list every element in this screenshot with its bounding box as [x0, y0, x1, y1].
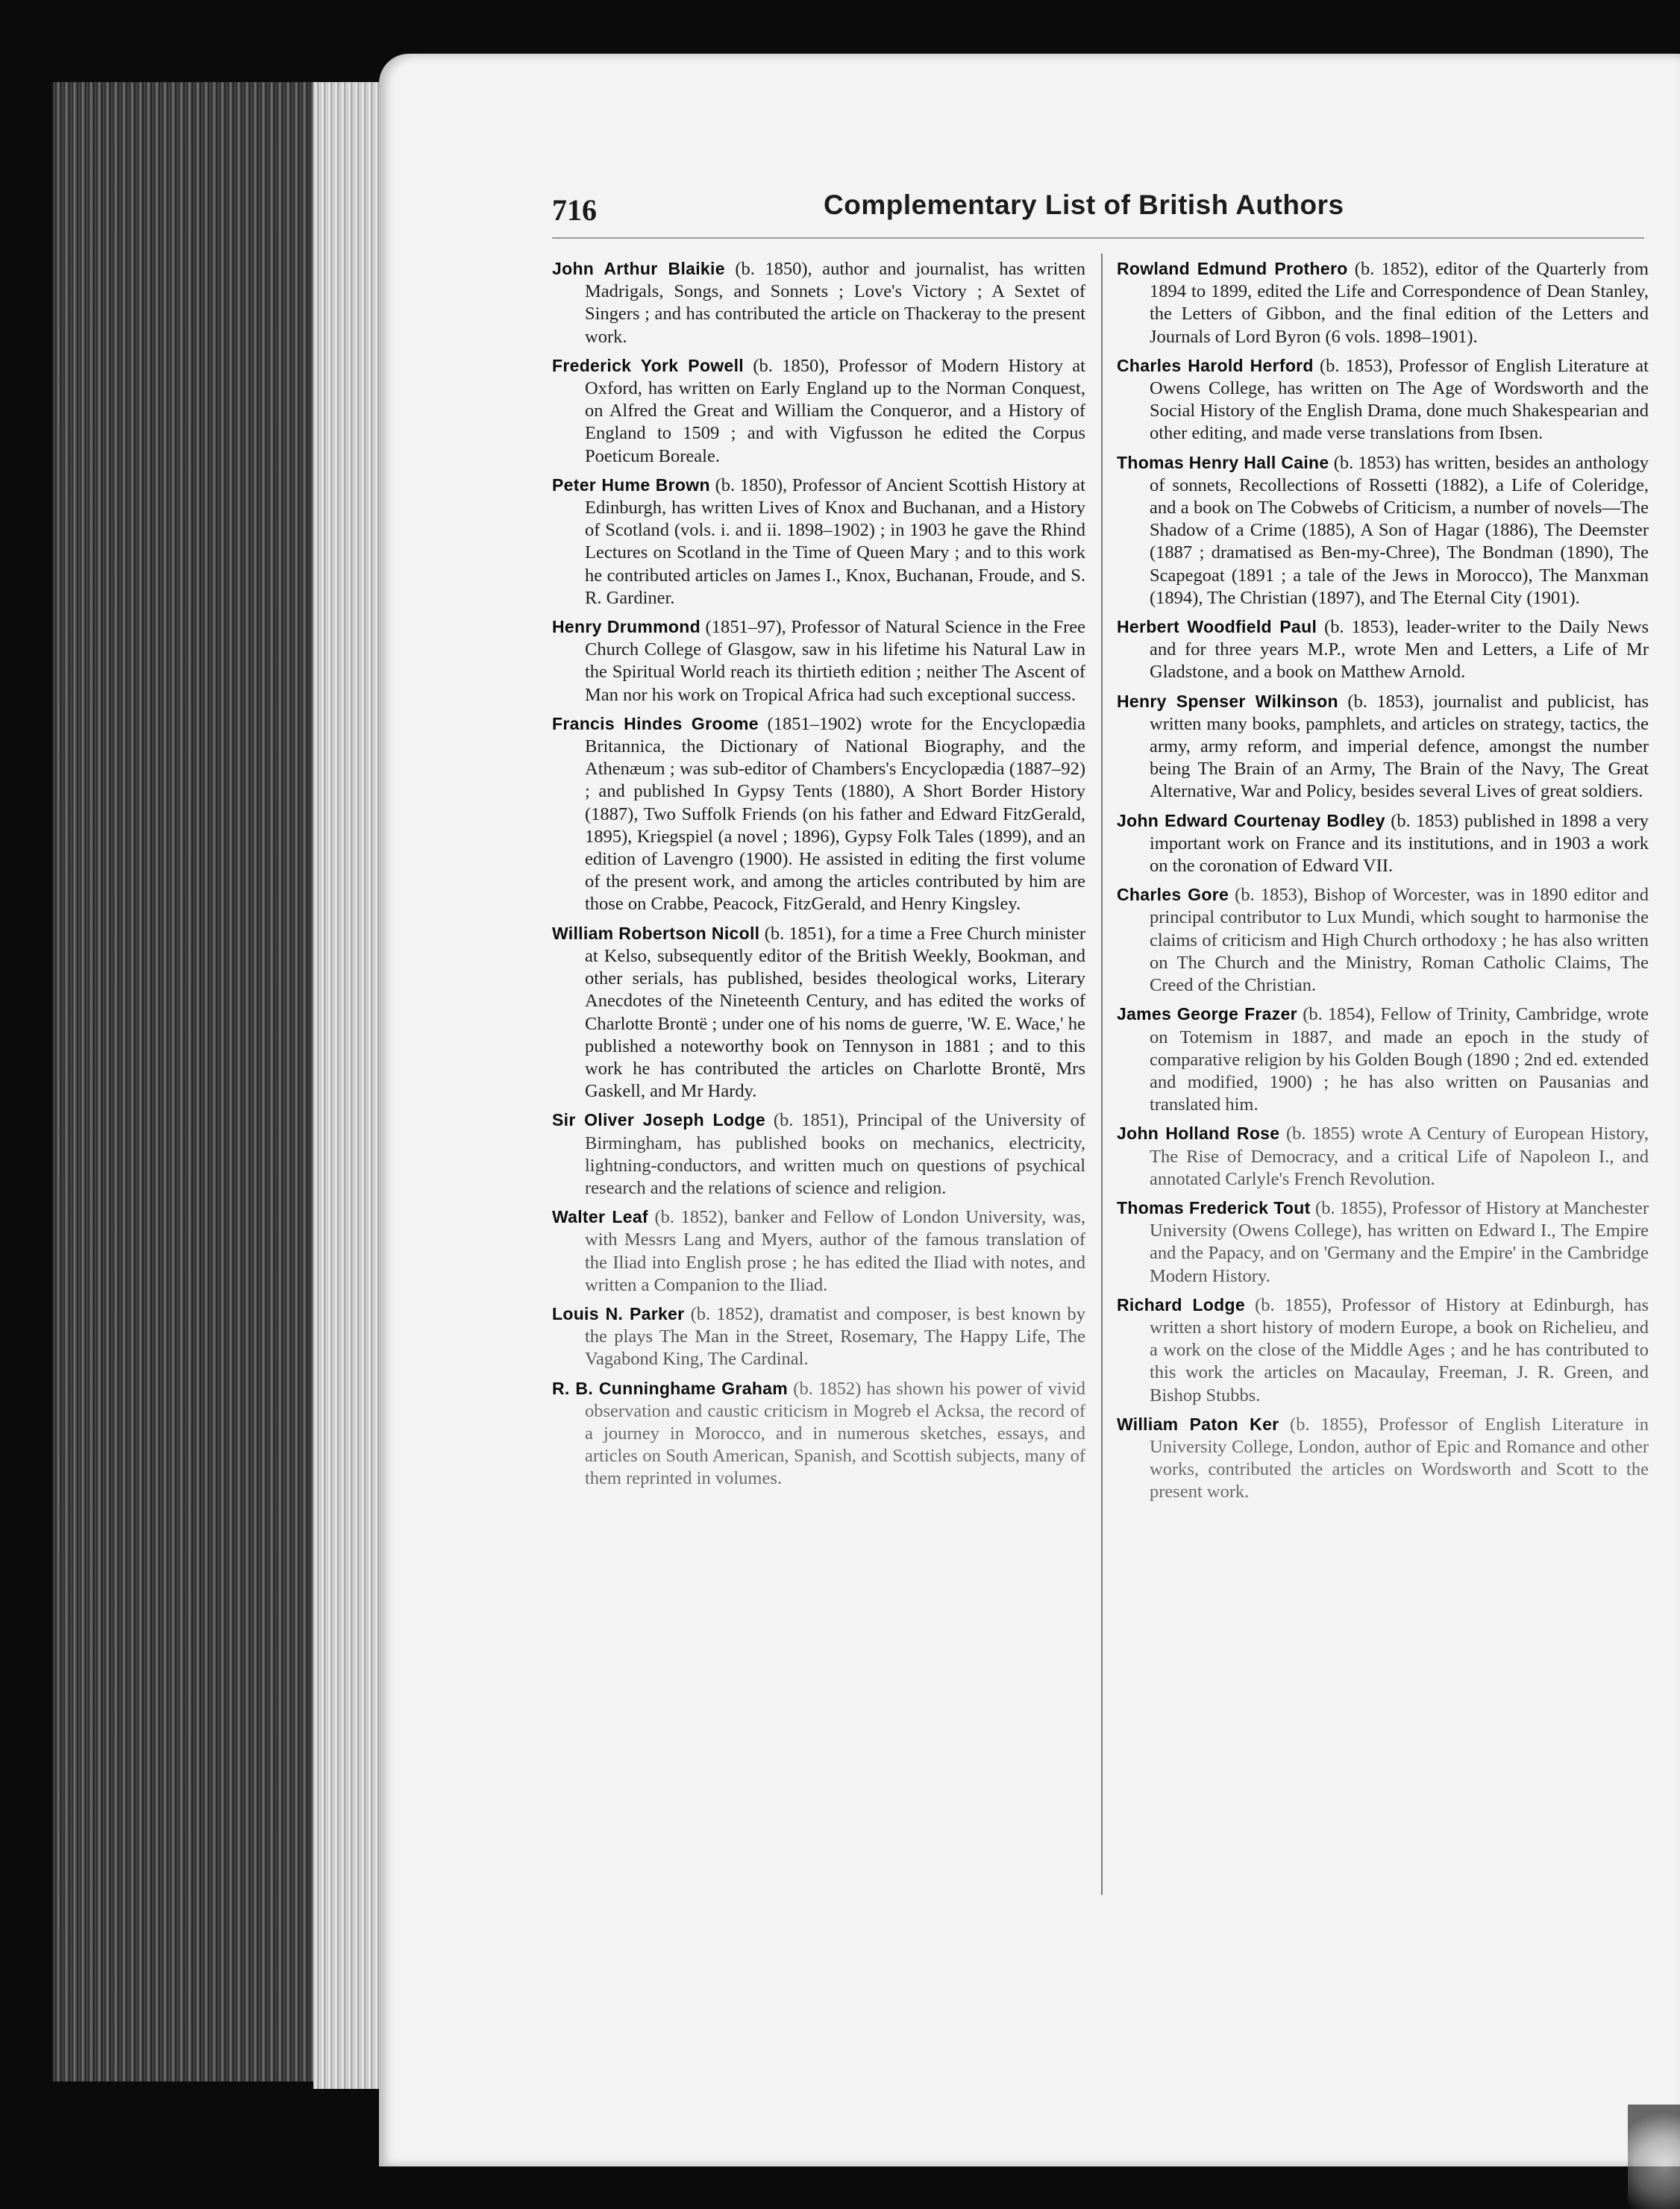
author-entry	[552, 257, 1085, 348]
author-entry	[1117, 1003, 1649, 1116]
author-description: (b. 1855) wrote A Century of European History, The Rise of Democracy, and a critical Life of Napoleon I., and annotated Carlyle's French Revolution.	[1150, 1124, 1649, 1189]
author-name: Peter Hume Brown	[552, 474, 710, 495]
author-description: (b. 1853) published in 1898 a very important work on France and its institutions, and in 1903 a work on the coronation of Edward VII.	[1150, 810, 1649, 877]
author-entry	[1117, 615, 1649, 684]
author-entry	[1117, 1413, 1649, 1504]
author-description: (b. 1850), author and journalist, has written Madrigals, Songs, and Sonnets ; Love's Victory ; A Sextet of Singers ; and has contributed the article on Thackeray to the present work.	[585, 259, 1085, 347]
author-description: (1851–1902) wrote for the Encyclopædia Britannica, the Dictionary of National Biography, and the Athenæum ; was sub-editor of Chambers's Encyclopædia (1887–92) ; and published In Gypsy Tents (1880), A Short Border History (1887), Two Suffolk Friends (on his father and Edward FitzGerald, 1895), Kriegspiel (a novel ; 1896), Gypsy Folk Tales (1899), and an edition of Lavengro (1900). He assisted in editing the first volume of the present work, and among the articles contributed by him are those on Crabbe, Peacock, FitzGerald, and Henry Kingsley.	[585, 713, 1085, 915]
author-entry	[552, 1206, 1085, 1297]
author-entry	[1117, 690, 1649, 803]
author-entry	[552, 1303, 1085, 1371]
author-entry	[1117, 1122, 1649, 1191]
author-name: Sir Oliver Joseph Lodge	[552, 1110, 765, 1130]
author-name: Henry Drummond	[552, 617, 700, 637]
author-name: Charles Gore	[1117, 885, 1229, 905]
author-description: (b. 1854), Fellow of Trinity, Cambridge, wrote on Totemism in 1887, and made an epoch in the study of comparative religion by his Golden Bough (1890 ; 2nd ed. extended and modified, 1900) ; he has also written on Pausanias and translated him.	[1150, 1004, 1649, 1115]
author-description: (b. 1853), Professor of English Literature at Owens College, has written on The Age of Wordsworth and the Social History of the English Drama, done much Shakespearian and other editing, and made verse translations from Ibsen.	[1150, 355, 1649, 444]
author-entry	[552, 615, 1085, 706]
author-name: Herbert Woodfield Paul	[1117, 617, 1317, 637]
author-entry	[1117, 883, 1649, 997]
author-description: (b. 1853), leader-writer to the Daily News and for three years M.P., wrote Men and Letters, a Life of Mr Gladstone, and a book on Matthew Arnold.	[1150, 617, 1649, 683]
author-description: (b. 1853), Bishop of Worcester, was in 1890 editor and principal contributor to Lux Mundi, which sought to harmonise the claims of criticism and High Church orthodoxy ; he has also written on The Church and the Ministry, Roman Catholic Claims, The Creed of the Christian.	[1150, 885, 1649, 996]
author-entry	[552, 474, 1085, 610]
author-entry	[1117, 809, 1649, 878]
author-description: (b. 1853), journalist and publicist, has written many books, pamphlets, and articles on strategy, tactics, the army, army reform, and imperial defence, amongst the number being The Brain of an Army, The Brain of the Navy, The Great Alternative, War and Policy, besides several Lives of great soldiers.	[1150, 691, 1649, 802]
author-name: William Robertson Nicoll	[552, 923, 760, 943]
author-name: John Arthur Blaikie	[552, 259, 725, 278]
author-description: (b. 1855), Professor of History at Edinburgh, has written a short history of modern Europe, a book on Richelieu, and a work on the close of the Middle Ages ; and he has contributed to this work the articles on Macaulay, Freeman, J. R. Green, and Bishop Stubbs.	[1150, 1294, 1649, 1406]
page-number: 716	[552, 193, 597, 227]
author-description: (1851–97), Professor of Natural Science in the Free Church College of Glasgow, saw in his lifetime his Natural Law in the Spiritual World reach its thirtieth edition ; neither The Ascent of Man nor his work on Tropical Africa had such exceptional success.	[585, 617, 1086, 705]
scan-artifact	[1628, 2105, 1680, 2209]
header-rule	[552, 237, 1644, 239]
author-name: Thomas Henry Hall Caine	[1117, 452, 1329, 472]
running-title: Complementary List of British Authors	[824, 189, 1344, 220]
author-name: John Edward Courtenay Bodley	[1117, 810, 1385, 830]
author-name: Henry Spenser Wilkinson	[1117, 691, 1338, 711]
author-description: (b. 1855), Professor of English Literature in University College, London, author of Epic and Romance and other works, contributed the articles on Wordsworth and Scott to the present work.	[1150, 1414, 1649, 1503]
author-entry	[1117, 257, 1649, 348]
author-name: R. B. Cunninghame Graham	[552, 1378, 789, 1398]
author-name: James George Frazer	[1117, 1004, 1297, 1024]
author-description: (b. 1852) has shown his power of vivid observation and caustic criticism in Mogreb el Acksa, the record of a journey in Morocco, and in numerous sketches, essays, and articles on South American, Spanish, and Scottish subjects, many of them reprinted in volumes.	[585, 1378, 1086, 1489]
column-divider	[1101, 254, 1103, 1895]
author-entry	[1117, 451, 1649, 610]
author-entry	[552, 1109, 1085, 1200]
author-description: (b. 1850), Professor of Modern History at Oxford, has written on Early England up to the Norman Conquest, on Alfred the Great and William the Conqueror, and a History of England to 1509 ; and with Vigfusson he edited the Corpus Poeticum Boreale.	[585, 355, 1085, 466]
author-entry	[552, 354, 1085, 468]
author-name: William Paton Ker	[1117, 1414, 1279, 1434]
author-description: (b. 1851), Principal of the University of Birmingham, has published books on mechanics, electricity, lightning-conductors, and written much on questions of psychical research and the relations of science and religion.	[585, 1110, 1086, 1198]
author-entry	[552, 712, 1085, 916]
author-entry	[1117, 1294, 1649, 1407]
author-entry	[1117, 1197, 1649, 1288]
left-column	[552, 257, 1085, 1497]
author-description: (b. 1852), editor of the Quarterly from 1894 to 1899, edited the Life and Correspondence of Dean Stanley, the Letters of Gibbon, and the final edition of the Letters and Journals of Lord Byron (6 vols. 1898–1901).	[1150, 259, 1649, 347]
author-entry	[552, 1377, 1085, 1491]
author-name: Walter Leaf	[552, 1207, 648, 1227]
author-description: (b. 1852), dramatist and composer, is best known by the plays The Man in the Street, Rosemary, The Happy Life, The Vagabond King, The Cardinal.	[585, 1303, 1085, 1370]
author-name: Rowland Edmund Prothero	[1117, 259, 1348, 278]
book-page-edges-highlight	[313, 82, 380, 2089]
author-description: (b. 1855), Professor of History at Manchester University (Owens College), has written on Edward I., The Empire and the Papacy, and on 'Germany and the Empire' in the Cambridge Modern History.	[1150, 1197, 1649, 1286]
author-name: John Holland Rose	[1117, 1124, 1280, 1144]
author-name: Richard Lodge	[1117, 1294, 1245, 1315]
author-name: Francis Hindes Groome	[552, 713, 759, 733]
author-entry	[552, 922, 1085, 1103]
author-name: Louis N. Parker	[552, 1303, 685, 1323]
author-entry	[1117, 354, 1649, 445]
author-description: (b. 1853) has written, besides an anthology of sonnets, Recollections of Rossetti (1882), a Life of Coleridge, and a book on The Cobwebs of Criticism, a number of novels—The Shadow of a Crime (1885), A Son of Hagar (1886), The Deemster (1887 ; dramatised as Ben-my-Chree), The Bondman (1890), The Scapegoat (1891 ; a tale of the Jews in Morocco), The Manxman (1894), The Christian (1897), and The Eternal City (1901).	[1150, 452, 1649, 608]
author-description: (b. 1851), for a time a Free Church minister at Kelso, subsequently editor of the British Weekly, Bookman, and other serials, has published, besides theological works, Literary Anecdotes of the Nineteenth Century, and has edited the works of Charlotte Brontë ; under one of his noms de guerre, 'W. E. Wace,' he published a noteworthy book on Tennyson in 1881 ; and to this work he has contributed the articles on Charlotte Brontë, Mrs Gaskell, and Mr Hardy.	[585, 923, 1085, 1102]
author-name: Charles Harold Herford	[1117, 355, 1314, 375]
author-name: Thomas Frederick Tout	[1117, 1197, 1311, 1218]
author-description: (b. 1850), Professor of Ancient Scottish History at Edinburgh, has written Lives of Knox and Buchanan, and a History of Scotland (vols. i. and ii. 1898–1902) ; in 1903 he gave the Rhind Lectures on Scotland in the Time of Queen Mary ; and to this work he contributed articles on James I., Knox, Buchanan, Froude, and S. R. Gardiner.	[585, 474, 1085, 608]
right-column	[1117, 257, 1649, 1510]
author-name: Frederick York Powell	[552, 355, 744, 375]
author-description: (b. 1852), banker and Fellow of London University, was, with Messrs Lang and Myers, author of the famous translation of the Iliad into English prose ; he has edited the Iliad with notes, and written a Companion to the Iliad.	[585, 1207, 1086, 1295]
